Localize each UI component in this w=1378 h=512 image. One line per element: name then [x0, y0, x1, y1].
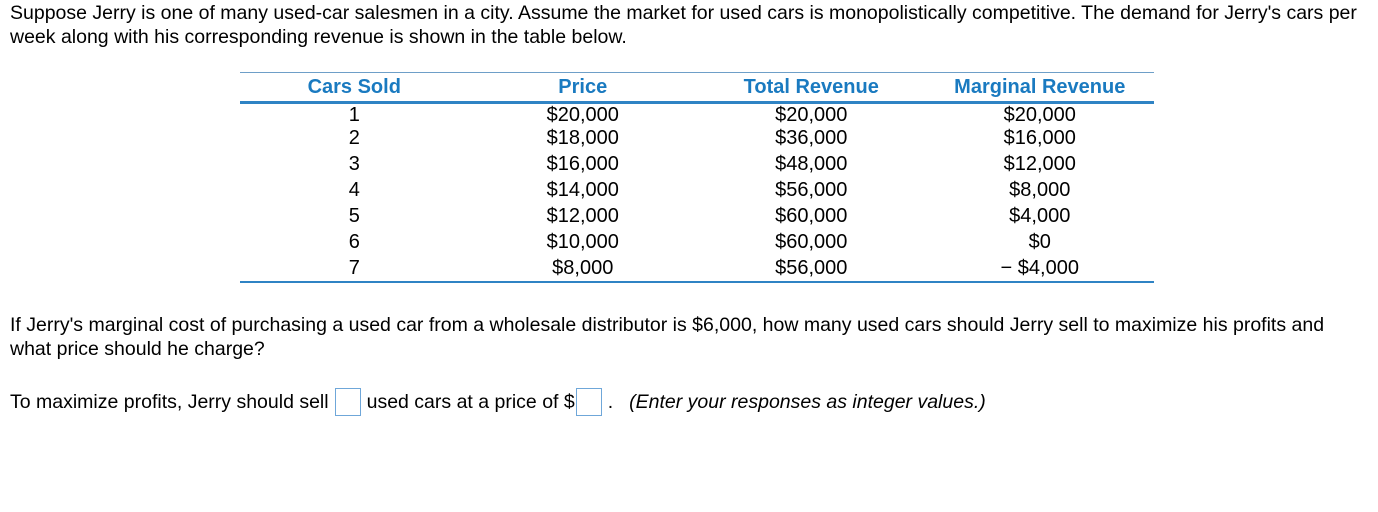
price-answer-input[interactable] — [576, 388, 602, 416]
answer-middle-text: used cars at a price of $ — [366, 390, 575, 413]
cell-total-revenue: $56,000 — [775, 179, 848, 201]
cell-cars-sold: 7 — [348, 257, 360, 279]
demand-revenue-table — [240, 73, 1154, 281]
cell-marginal-revenue: $20,000 — [1003, 103, 1076, 126]
question-text: If Jerry's marginal cost of purchasing a used car from a wholesale distributor is $6,000, how many used cars should Jerry sell to maximize his profits and what price should he charge? — [10, 314, 1325, 360]
cell-cars-sold: 5 — [348, 205, 360, 227]
cell-total-revenue: $60,000 — [775, 205, 848, 227]
table-row — [240, 151, 1154, 177]
table-row — [240, 229, 1154, 255]
cell-marginal-revenue: $12,000 — [1003, 153, 1076, 175]
integer-hint: (Enter your responses as integer values.) — [629, 390, 986, 413]
table-row — [240, 177, 1154, 203]
cell-total-revenue: $36,000 — [775, 127, 848, 149]
header-cars-sold: Cars Sold — [240, 73, 469, 103]
cell-price: $20,000 — [546, 103, 619, 126]
cell-price: $16,000 — [546, 153, 619, 175]
header-total-revenue: Total Revenue — [697, 73, 926, 103]
table-row — [240, 103, 1154, 126]
demand-table-container — [240, 72, 1154, 283]
cell-price: $8,000 — [552, 257, 614, 279]
table-row — [240, 255, 1154, 281]
header-price: Price — [469, 73, 698, 103]
problem-intro: Suppose Jerry is one of many used-car salesmen in a city. Assume the market for used cars is monopolistically competitive. The demand for Jerry's cars per week along with his corresponding revenue is shown in the table below. — [10, 2, 1357, 48]
table-row — [240, 125, 1154, 151]
cell-marginal-revenue: $0 — [1028, 231, 1051, 253]
header-marginal-revenue: Marginal Revenue — [926, 73, 1155, 103]
table-header-row — [240, 73, 1154, 103]
answer-prefix: To maximize profits, Jerry should sell — [10, 390, 329, 413]
cars-sold-answer-input[interactable] — [335, 388, 361, 416]
cell-price: $12,000 — [546, 205, 619, 227]
answer-sentence — [10, 388, 986, 416]
cell-total-revenue: $48,000 — [775, 153, 848, 175]
cell-cars-sold: 3 — [348, 153, 360, 175]
cell-cars-sold: 6 — [348, 231, 360, 253]
cell-marginal-revenue: − $4,000 — [1000, 257, 1079, 279]
cell-total-revenue: $56,000 — [775, 257, 848, 279]
cell-price: $14,000 — [546, 179, 619, 201]
cell-cars-sold: 2 — [348, 127, 360, 149]
cell-marginal-revenue: $4,000 — [1009, 205, 1071, 227]
cell-cars-sold: 1 — [348, 103, 360, 126]
cell-marginal-revenue: $16,000 — [1003, 127, 1076, 149]
answer-period: . — [607, 390, 614, 413]
cell-total-revenue: $20,000 — [775, 103, 848, 126]
cell-total-revenue: $60,000 — [775, 231, 848, 253]
cell-marginal-revenue: $8,000 — [1009, 179, 1071, 201]
cell-price: $18,000 — [546, 127, 619, 149]
cell-cars-sold: 4 — [348, 179, 360, 201]
cell-price: $10,000 — [546, 231, 619, 253]
table-row — [240, 203, 1154, 229]
